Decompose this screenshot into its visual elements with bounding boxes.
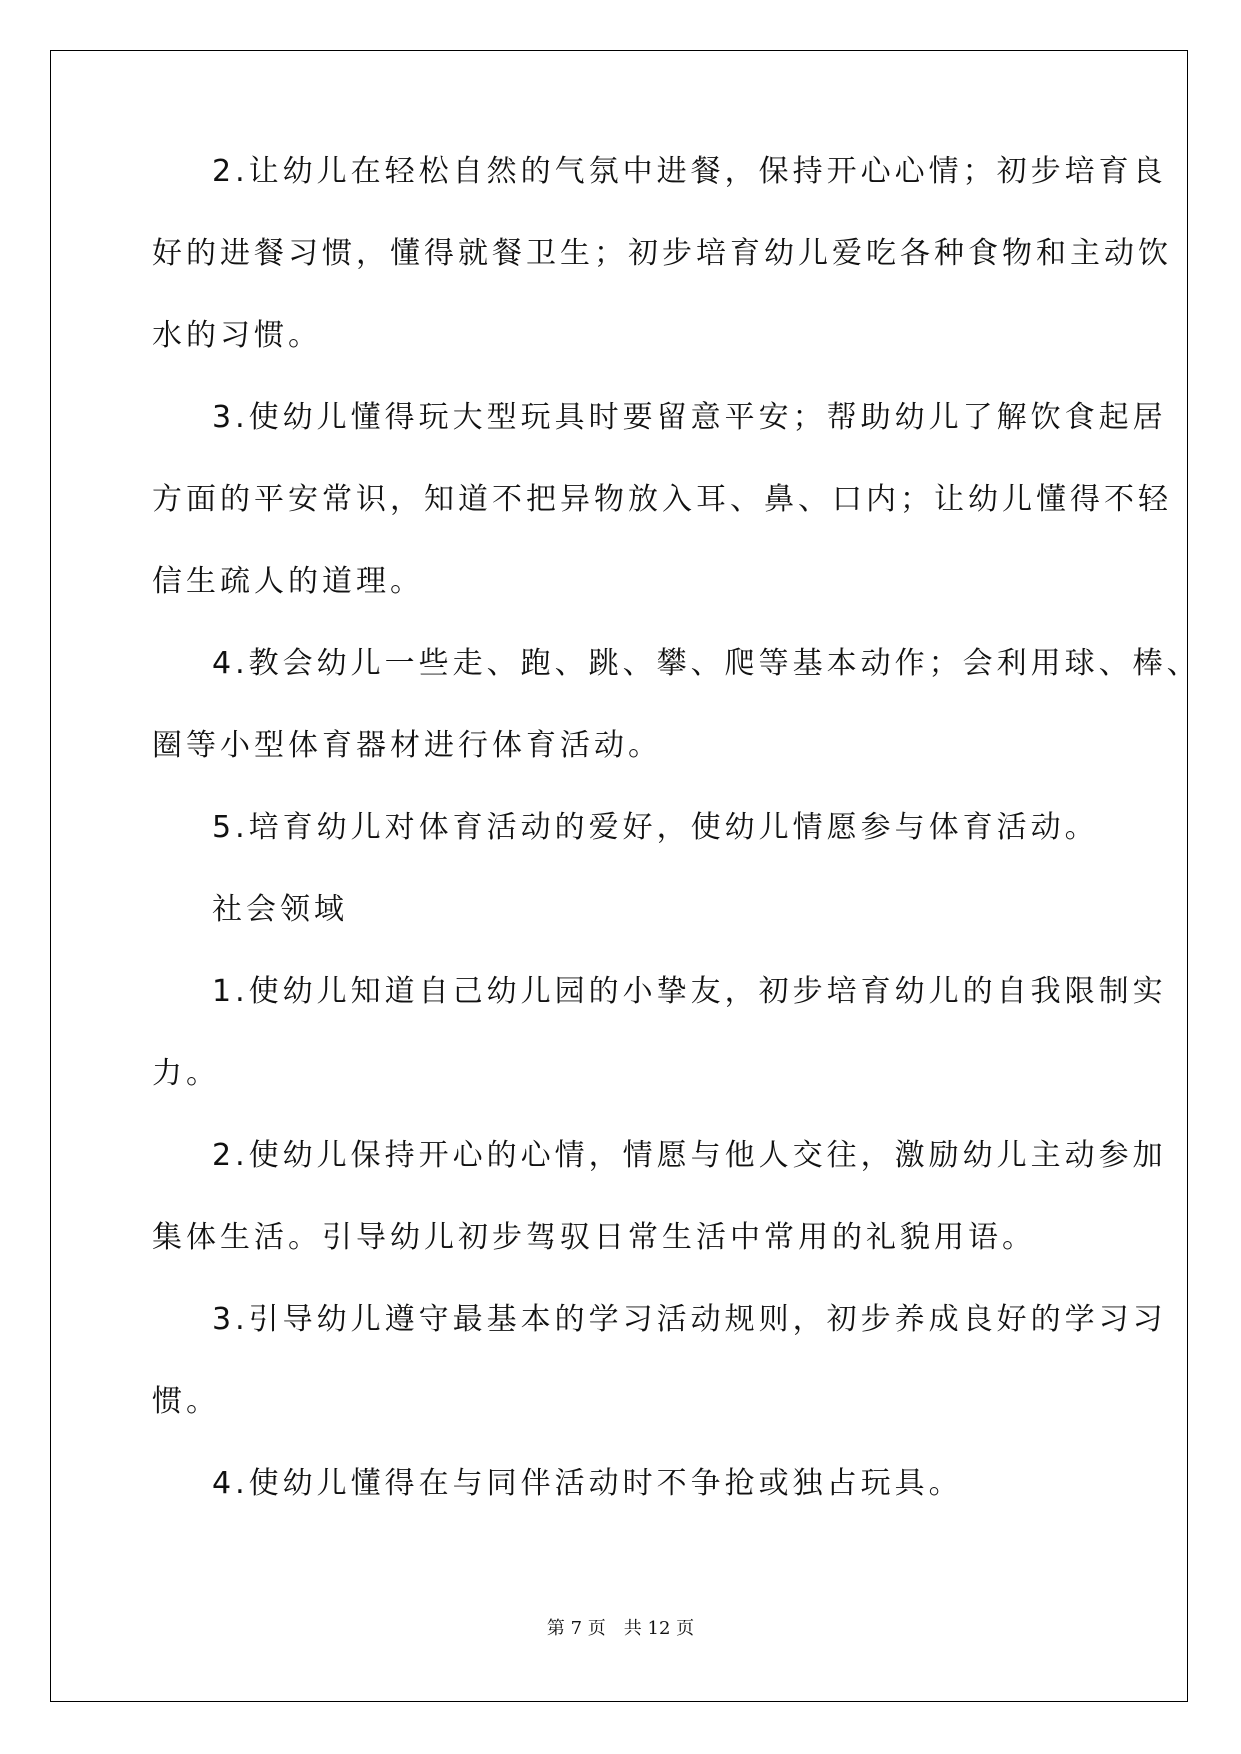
text-line: 惯。 [152,1384,220,1419]
text-line: 信生疏人的道理。 [152,564,424,599]
text-line: 4.使幼儿懂得在与同伴活动时不争抢或独占玩具。 [212,1466,963,1501]
text-line: 集体生活。引导幼儿初步驾驭日常生活中常用的礼貌用语。 [152,1220,1036,1255]
text-line: 水的习惯。 [152,318,322,353]
text-line: 2.让幼儿在轻松自然的气氛中进餐，保持开心心情；初步培育良 [212,154,1167,189]
text-line: 1.使幼儿知道自己幼儿园的小挚友，初步培育幼儿的自我限制实 [212,974,1167,1009]
page-footer: 第 7 页 共 12 页 [546,1618,695,1639]
section-heading: 社会领域 [212,892,348,927]
text-line: 4.教会幼儿一些走、跑、跳、攀、爬等基本动作；会利用球、棒、 [212,646,1201,681]
text-line: 好的进餐习惯，懂得就餐卫生；初步培育幼儿爱吃各种食物和主动饮 [152,236,1172,271]
document-body [152,131,1201,1525]
text-line: 5.培育幼儿对体育活动的爱好，使幼儿情愿参与体育活动。 [212,810,1099,845]
text-line: 力。 [152,1056,220,1091]
text-line: 圈等小型体育器材进行体育活动。 [152,728,662,763]
text-line: 3.使幼儿懂得玩大型玩具时要留意平安；帮助幼儿了解饮食起居 [212,400,1167,435]
text-line: 2.使幼儿保持开心的心情，情愿与他人交往，激励幼儿主动参加 [212,1138,1167,1173]
text-line: 方面的平安常识，知道不把异物放入耳、鼻、口内；让幼儿懂得不轻 [152,482,1172,517]
text-line: 3.引导幼儿遵守最基本的学习活动规则，初步养成良好的学习习 [212,1302,1167,1337]
